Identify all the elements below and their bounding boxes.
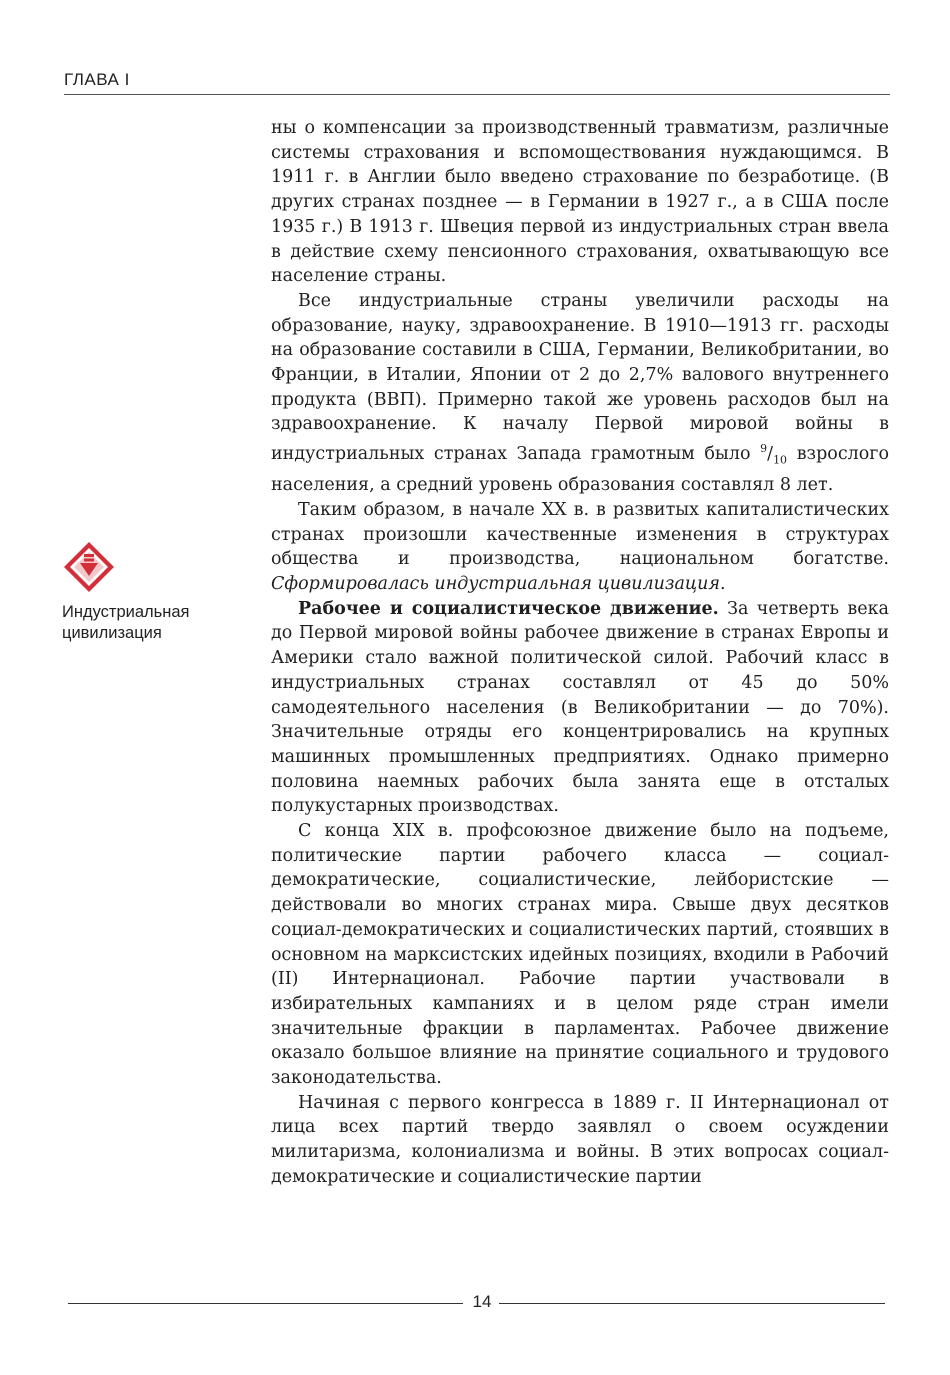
paragraph-6: Начиная с первого конгресса в 1889 г. II Интернационал от лица всех партий твердо заявлял о своем осуждении милитаризма, колониализма и войны. В этих вопросах социал-демократические и социалистические партии: [271, 1092, 889, 1187]
section-heading: Рабочее и социалистическое движение.: [298, 598, 719, 619]
footer-rule-left: [68, 1303, 463, 1304]
page-header: [64, 66, 890, 95]
footer-rule-right: [499, 1303, 885, 1304]
industrial-civilization-diamond-icon: [62, 540, 116, 594]
body-text: [271, 116, 889, 1190]
paragraph-3-text: Таким образом, в начале XX в. в развитых капиталистических странах произошли качественные изменения в структурах общества и производства, национальном богатстве.: [271, 499, 889, 570]
paragraph-2-text-b: взрослого населения, а средний уровень образования составлял 8 лет.: [271, 443, 889, 496]
margin-note-line-2: цивилизация: [62, 624, 162, 642]
margin-note: [62, 540, 242, 644]
page-footer: [64, 1292, 890, 1314]
fraction-denominator: 10: [773, 453, 788, 467]
paragraph-3-italic: Сформировалась индустриальная цивилизация.: [271, 573, 726, 594]
paragraph-2-text-a: Все индустриальные страны увеличили расходы на образование, науку, здравоохранение. В 1910—1913 гг. расходы на образование составили в США, Германии, Великобритании, во Франции, в Италии, Японии от 2 до 2,7% валового внутреннего продукта (ВВП). Примерно такой же уровень расходов был на здравоохранение. К началу Первой мировой войны в индустриальных странах Запада грамотным было: [271, 290, 889, 464]
chapter-title: ГЛАВА I: [64, 70, 130, 89]
margin-note-line-1: Индустриальная: [62, 603, 190, 621]
paragraph-4: [271, 597, 889, 819]
margin-note-label: [62, 602, 242, 644]
page-number: 14: [472, 1292, 492, 1311]
paragraph-5: С конца XIX в. профсоюзное движение было на подъеме, политические партии рабочего класса — социал-демократические, социалистические, лейбористские — действовали во многих странах мира. Свыше двух десятков социал-демократических и социалистических партий, стоявших в основном на марксистских идейных позициях, входили в Рабочий (II) Интернационал. Рабочие партии участвовали в избирательных кампаниях и в целом ряде стран имели значительные фракции в парламентах. Рабочее движение оказало большое влияние на принятие социального и трудового законодательства.: [271, 821, 889, 1089]
paragraph-2: Все индустриальные страны увеличили расходы на образование, науку, здравоохранение. В 1910—1913 гг. расходы на образование составили в США, Германии, Великобритании, во Франции, в Италии, Японии от 2 до 2,7% валового внутреннего продукта (ВВП). Примерно такой же уровень расходов был на здравоохранение. К началу Первой мировой войны в индустриальных странах Запада грамотным было $^9/_{10}$ взрослого населения, а средний уровень образования составлял 8 лет.: [271, 290, 889, 496]
fraction-numerator: 9: [760, 442, 768, 456]
paragraph-1: ны о компенсации за производственный травматизм, различные системы страхования и вспомоществования нуждающимся. В 1911 г. в Англии было введено страхование по безработице. (В других странах позднее — в Германии в 1927 г., а в США после 1935 г.) В 1913 г. Швеция первой из индустриальных стран ввела в действие схему пенсионного страхования, охватывающую все население страны.: [271, 118, 889, 287]
paragraph-4-text: За четверть века до Первой мировой войны рабочее движение в странах Европы и Америки стало важной политической силой. Рабочий класс в индустриальных странах составлял от 45 до 50% самодеятельного населения (в Великобритании — до 70%). Значительные отряды его концентрировались на крупных машинных промышленных предприятиях. Однако примерно половина наемных рабочих была занята еще в отсталых полукустарных производствах.: [271, 598, 889, 817]
paragraph-3: [271, 498, 889, 597]
